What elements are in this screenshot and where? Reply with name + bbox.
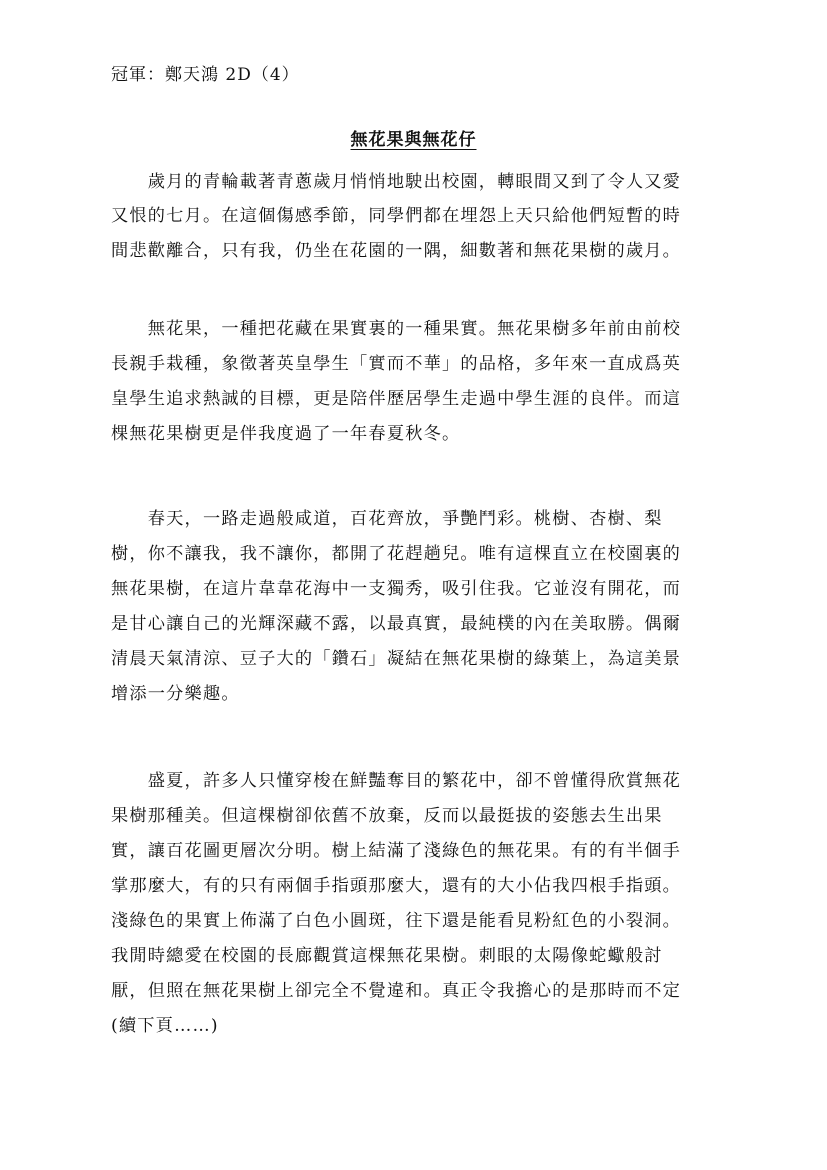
- paragraph-4-line-6: 我閒時總愛在校園的長廊觀賞這棵無花果樹。刺眼的太陽像蛇蠍般討: [111, 946, 663, 966]
- paragraph-4-line-4: 掌那麼大，有的只有兩個手指頭那麼大，還有的大小佔我四根手指頭。: [111, 876, 682, 896]
- paragraph-2-line-4: 棵無花果樹更是伴我度過了一年春夏秋冬。: [111, 424, 461, 444]
- paragraph-1-line-2: 又恨的七月。在這個傷感季節，同學們都在埋怨上天只給他們短暫的時: [111, 206, 682, 226]
- paragraph-4-line-7: 厭，但照在無花果樹上卻完全不覺違和。真正令我擔心的是那時而不定: [111, 981, 682, 1001]
- paragraph-3-line-5: 清晨天氣清涼、豆子大的「鑽石」凝結在無花果樹的綠葉上，為這美景: [111, 649, 682, 669]
- paragraph-4-line-3: 實，讓百花圖更層次分明。樹上結滿了淺綠色的無花果。有的有半個手: [111, 841, 682, 861]
- paragraph-4-line-5: 淺綠色的果實上佈滿了白色小圓斑，往下還是能看見粉紅色的小裂洞。: [111, 911, 682, 931]
- paragraph-2-line-1: 無花果，一種把花藏在果實裏的一種果實。無花果樹多年前由前校: [111, 319, 682, 339]
- continued-note: (續下頁……): [111, 1016, 219, 1036]
- award-line: 冠軍：鄭天鴻 2D（4）: [111, 65, 300, 85]
- paragraph-2-line-3: 皇學生追求熱誠的目標，更是陪伴歷居學生走過中學生涯的良伴。而這: [111, 389, 682, 409]
- paragraph-1-line-3: 間悲歡離合，只有我，仍坐在花園的一隅，細數著和無花果樹的歲月。: [111, 241, 682, 261]
- paragraph-3-line-2: 樹，你不讓我，我不讓你，都開了花趕趟兒。唯有這棵直立在校園裏的: [111, 544, 682, 564]
- paragraph-2-line-2: 長親手栽種，象徵著英皇學生「實而不華」的品格，多年來一直成爲英: [111, 354, 682, 374]
- paragraph-3-line-3: 無花果樹，在這片韋韋花海中一支獨秀，吸引住我。它並沒有開花，而: [111, 579, 682, 599]
- paragraph-3-line-6: 增添一分樂趣。: [111, 684, 240, 704]
- paragraph-4-line-2: 果樹那種美。但這棵樹卻依舊不放棄，反而以最挺拔的姿態去生出果: [111, 806, 663, 826]
- paragraph-3-line-1: 春天，一路走過般咸道，百花齊放，爭艷鬥彩。桃樹、杏樹、梨: [111, 509, 663, 529]
- paragraph-3-line-4: 是甘心讓自己的光輝深藏不露，以最真實，最純樸的內在美取勝。偶爾: [111, 614, 682, 634]
- essay-title: 無花果與無花仔: [350, 130, 477, 150]
- paragraph-1-line-1: 歲月的青輪載著青蔥歲月悄悄地駛出校園，轉眼間又到了令人又愛: [111, 172, 682, 192]
- paragraph-4-line-1: 盛夏，許多人只懂穿梭在鮮豔奪目的繁花中，卻不曾懂得欣賞無花: [111, 771, 682, 791]
